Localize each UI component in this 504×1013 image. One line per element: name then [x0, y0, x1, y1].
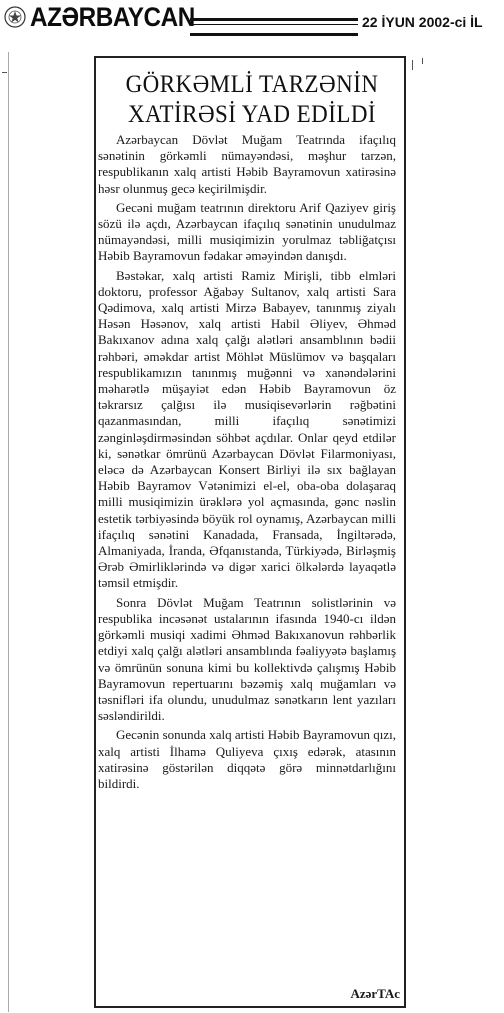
adjacent-column-edge [0, 52, 9, 1012]
article-body [98, 132, 396, 795]
adjacent-column-marks [408, 52, 504, 1012]
article-paragraph: Sonra Dövlət Muğam Teatrının solistlərinin və respublika incəsənət ustalarının ifasında 1940-cı ildən görkəmli musiqi xadimi Əhməd Bakıxanovun rəhbərlik etdiyi xalq çalğı alətləri ansamblında fəaliyyətə başlamış və ömrünün sonuna kimi bu kollektivdə çalışmış Həbib Bayramovun repertuarını bəzəmiş xalq muğamları və təsnifləri ifa olundu, unudulmaz sənətkarın lent yazıları səsləndirildi. [98, 594, 396, 724]
article-paragraph: Bəstəkar, xalq artisti Ramiz Mirişli, tibb elmləri doktoru, professor Ağabəy Sultanov, xalq artisti Sara Qədimova, xalq artisti Mirzə Babayev, tanınmış ziyalı Həsən Həsənov, xalq artisti Habil Əliyev, Əhməd Bakıxanov adına xalq çalğı alətləri ansamblının bədii rəhbəri, əməkdar artist Möhlət Müslümov və başqaları respublikamızın tanınmış muğənni və xanəndələrini məharətlə müşayiət edən Həbib Bayramovun öz təkrarsız çalğısı ilə musiqisevərlərin rəğbətini qazanmasından, milli ifaçılıq sənətimizi zənginləşdirməsindən söhbət açdılar. Onlar qeyd etdilər ki, sənətkar ömrünü Azərbaycan Dövlət Filarmoniyası, eləcə də Azərbaycan Konsert Birliyi ilə sıx bağlayan Həbib Bayramov Vətənimizi el-el, oba-oba dolaşaraq milli musiqimizin ürəklərə yol açmasında, gənc nəslin estetik tərbiyəsində böyük rol oynamış, Azərbaycan milli ifaçılıq sənətini Kanadada, Fransada, İngiltərədə, Almaniyada, İranda, Əfqanıstanda, Türkiyədə, Birləşmiş Ərəb Əmirliklərində və digər xarici ölkələrdə layaqətlə təmsil etmişdir. [98, 267, 396, 591]
state-emblem-icon [4, 6, 26, 28]
masthead-rule [190, 18, 358, 36]
article-paragraph: Azərbaycan Dövlət Muğam Teatrında ifaçılıq sənətinin görkəmli nümayəndəsi, məşhur tarzən, respublikanın xalq artisti Həbib Bayramovun xatirəsinə həsr olunmuş gecə keçirilmişdir. [98, 132, 396, 196]
article-paragraph: Gecəni muğam teatrının direktoru Arif Qaziyev giriş sözü ilə açdı, Azərbaycan ifaçılıq sənətinin unudulmaz nümayəndəsi, milli musiqimizin yorulmaz təbliğatçısı Həbib Bayramovun fədakar əməyindən danışdı. [98, 199, 396, 264]
article-headline [108, 70, 395, 130]
print-mark [422, 58, 423, 64]
headline-line-2: XATİRƏSİ YAD EDİLDİ [127, 101, 377, 128]
article-signature: AzərTAc [350, 986, 400, 1001]
newspaper-masthead: AZƏRBAYCAN [30, 2, 195, 32]
headline-line-1: GÖRKƏMLİ TARZƏNİN [125, 71, 379, 98]
print-mark [412, 60, 413, 70]
newspaper-header [0, 0, 504, 46]
article-paragraph: Gecənin sonunda xalq artisti Həbib Bayramovun qızı, xalq artisti İlhamə Quliyeva çıxış edərək, atasının xatirəsinə göstərilən diqqətə görə minnətdarlığını bildirdi. [98, 727, 396, 791]
issue-date: 22 İYUN 2002-ci İL [362, 14, 483, 30]
